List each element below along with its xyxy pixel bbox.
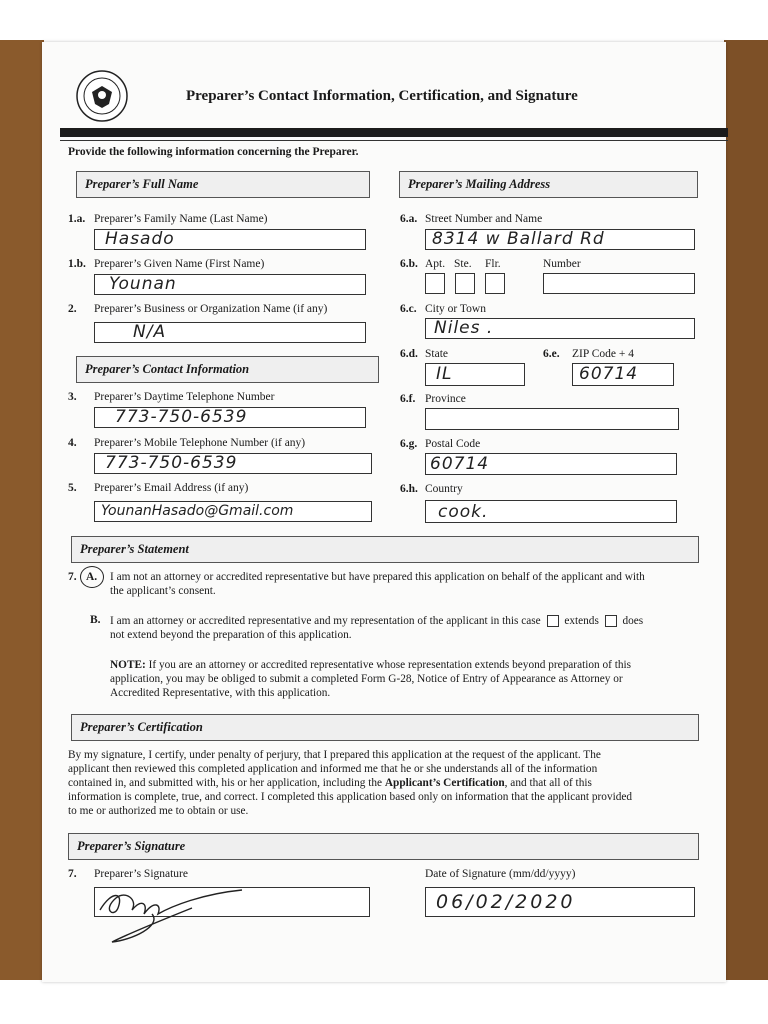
handwritten-signature-icon bbox=[92, 870, 262, 950]
business-name-field[interactable] bbox=[94, 322, 366, 343]
flr-label: Flr. bbox=[485, 258, 501, 270]
email-label: Preparer’s Email Address (if any) bbox=[94, 482, 249, 494]
family-name-value: Hasado bbox=[105, 229, 175, 249]
given-name-field[interactable] bbox=[94, 274, 366, 295]
option-b-line1 bbox=[110, 614, 643, 628]
business-name-value: N/A bbox=[133, 322, 167, 342]
country-value: cook. bbox=[438, 502, 489, 522]
note-line2: application, you may be obliged to submit a completed Form G-28, Notice of Entry of Appearance as Attorney or bbox=[110, 673, 623, 685]
option-a-letter: A. bbox=[86, 571, 98, 583]
country-label: Country bbox=[425, 483, 463, 495]
business-name-label: Preparer’s Business or Organization Name (if any) bbox=[94, 303, 328, 315]
certification-line3-end: , and that all of this bbox=[504, 777, 592, 789]
postal-code-value: 60714 bbox=[430, 454, 490, 474]
field-number: 3. bbox=[68, 391, 77, 403]
desk-surface-left bbox=[0, 40, 44, 986]
field-number: 6.c. bbox=[400, 303, 417, 315]
mobile-phone-field[interactable] bbox=[94, 453, 372, 474]
daytime-phone-field[interactable] bbox=[94, 407, 366, 428]
field-number: 6.f. bbox=[400, 393, 416, 405]
statement-number: 7. bbox=[68, 571, 77, 583]
state-field[interactable] bbox=[425, 363, 525, 386]
family-name-field[interactable] bbox=[94, 229, 366, 250]
option-b-letter: B. bbox=[90, 614, 101, 626]
field-number: 2. bbox=[68, 303, 77, 315]
date-value: 06/02/2020 bbox=[436, 891, 576, 913]
certification-line3 bbox=[68, 776, 592, 790]
section-signature: Preparer’s Signature bbox=[68, 833, 699, 860]
note-line3: Accredited Representative, with this application. bbox=[110, 687, 331, 699]
ste-checkbox[interactable] bbox=[455, 273, 475, 294]
street-value: 8314 w Ballard Rd bbox=[432, 229, 605, 249]
zip-label: ZIP Code + 4 bbox=[572, 348, 634, 360]
certification-line2: applicant then reviewed this completed application and informed me that he or she understands all of the information bbox=[68, 763, 598, 775]
state-label: State bbox=[425, 348, 448, 360]
certification-line1: By my signature, I certify, under penalty of perjury, that I prepared this application at the request of the applicant. The bbox=[68, 749, 601, 761]
apt-label: Apt. bbox=[425, 258, 446, 270]
mobile-phone-value: 773-750-6539 bbox=[105, 453, 238, 473]
intro-text: Provide the following information concerning the Preparer. bbox=[68, 146, 359, 158]
applicant-certification-ref: Applicant’s Certification bbox=[384, 777, 505, 789]
header-thin-rule bbox=[60, 140, 728, 141]
flr-checkbox[interactable] bbox=[485, 273, 505, 294]
field-number: 6.h. bbox=[400, 483, 418, 495]
unit-number-label: Number bbox=[543, 258, 581, 270]
field-number: 5. bbox=[68, 482, 77, 494]
zip-value: 60714 bbox=[579, 364, 639, 384]
given-name-label: Preparer’s Given Name (First Name) bbox=[94, 258, 265, 270]
unit-number-field[interactable] bbox=[543, 273, 695, 294]
state-value: IL bbox=[436, 364, 453, 384]
street-label: Street Number and Name bbox=[425, 213, 543, 225]
header-rule bbox=[60, 128, 728, 137]
section-certification: Preparer’s Certification bbox=[71, 714, 699, 741]
certification-line3-start: contained in, and submitted with, his or her application, including the bbox=[68, 777, 385, 789]
signature-label: Preparer’s Signature bbox=[94, 868, 188, 880]
city-field[interactable] bbox=[425, 318, 695, 339]
daytime-phone-value: 773-750-6539 bbox=[115, 407, 248, 427]
section-mailing-address: Preparer’s Mailing Address bbox=[399, 171, 698, 198]
section-statement: Preparer’s Statement bbox=[71, 536, 699, 563]
city-value: Niles . bbox=[434, 318, 494, 338]
option-a-text-line1: I am not an attorney or accredited representative but have prepared this application on behalf of the applicant and with bbox=[110, 571, 645, 583]
field-number: 6.e. bbox=[543, 348, 560, 360]
street-field[interactable] bbox=[425, 229, 695, 250]
dhs-seal-icon bbox=[76, 70, 128, 122]
page-bottom-margin bbox=[0, 980, 768, 1024]
section-full-name: Preparer’s Full Name bbox=[76, 171, 370, 198]
note-line1 bbox=[110, 658, 631, 672]
city-label: City or Town bbox=[425, 303, 486, 315]
field-number: 6.b. bbox=[400, 258, 418, 270]
province-label: Province bbox=[425, 393, 466, 405]
option-a-text-line2: the applicant’s consent. bbox=[110, 585, 216, 597]
country-field[interactable] bbox=[425, 500, 677, 523]
field-number: 6.g. bbox=[400, 438, 418, 450]
section-contact-info: Preparer’s Contact Information bbox=[76, 356, 379, 383]
extends-checkbox[interactable] bbox=[547, 615, 559, 627]
postal-code-label: Postal Code bbox=[425, 438, 481, 450]
mobile-phone-label: Preparer’s Mobile Telephone Number (if any) bbox=[94, 437, 306, 449]
province-field[interactable] bbox=[425, 408, 679, 430]
does-label: does bbox=[622, 615, 644, 627]
ste-label: Ste. bbox=[454, 258, 472, 270]
extends-label: extends bbox=[564, 615, 599, 627]
field-number: 1.a. bbox=[68, 213, 86, 225]
does-checkbox[interactable] bbox=[605, 615, 617, 627]
field-number: 4. bbox=[68, 437, 77, 449]
field-number: 1.b. bbox=[68, 258, 86, 270]
certification-line5: to me or authorized me to obtain or use. bbox=[68, 805, 249, 817]
postal-code-field[interactable] bbox=[425, 453, 677, 475]
email-field[interactable] bbox=[94, 501, 372, 522]
family-name-label: Preparer’s Family Name (Last Name) bbox=[94, 213, 268, 225]
note-text: If you are an attorney or accredited representative whose representation extends beyond preparation of this bbox=[148, 659, 632, 671]
date-field[interactable] bbox=[425, 887, 695, 917]
daytime-phone-label: Preparer’s Daytime Telephone Number bbox=[94, 391, 275, 403]
desk-surface-right bbox=[724, 40, 768, 986]
zip-field[interactable] bbox=[572, 363, 674, 386]
field-number: 6.d. bbox=[400, 348, 418, 360]
page-title: Preparer’s Contact Information, Certification, and Signature bbox=[186, 88, 578, 104]
date-label: Date of Signature (mm/dd/yyyy) bbox=[425, 868, 576, 880]
option-b-text: I am an attorney or accredited representative and my representation of the applicant in this case bbox=[110, 615, 541, 627]
certification-line4: information is complete, true, and correct. I completed this application based only on information that the applicant provided bbox=[68, 791, 633, 803]
field-number: 6.a. bbox=[400, 213, 418, 225]
note-label: NOTE: bbox=[110, 659, 146, 671]
option-b-text-line2: not extend beyond the preparation of this application. bbox=[110, 629, 352, 641]
given-name-value: Younan bbox=[109, 274, 177, 294]
signature-number: 7. bbox=[68, 868, 77, 880]
apt-checkbox[interactable] bbox=[425, 273, 445, 294]
email-value: YounanHasado@Gmail.com bbox=[101, 503, 294, 519]
